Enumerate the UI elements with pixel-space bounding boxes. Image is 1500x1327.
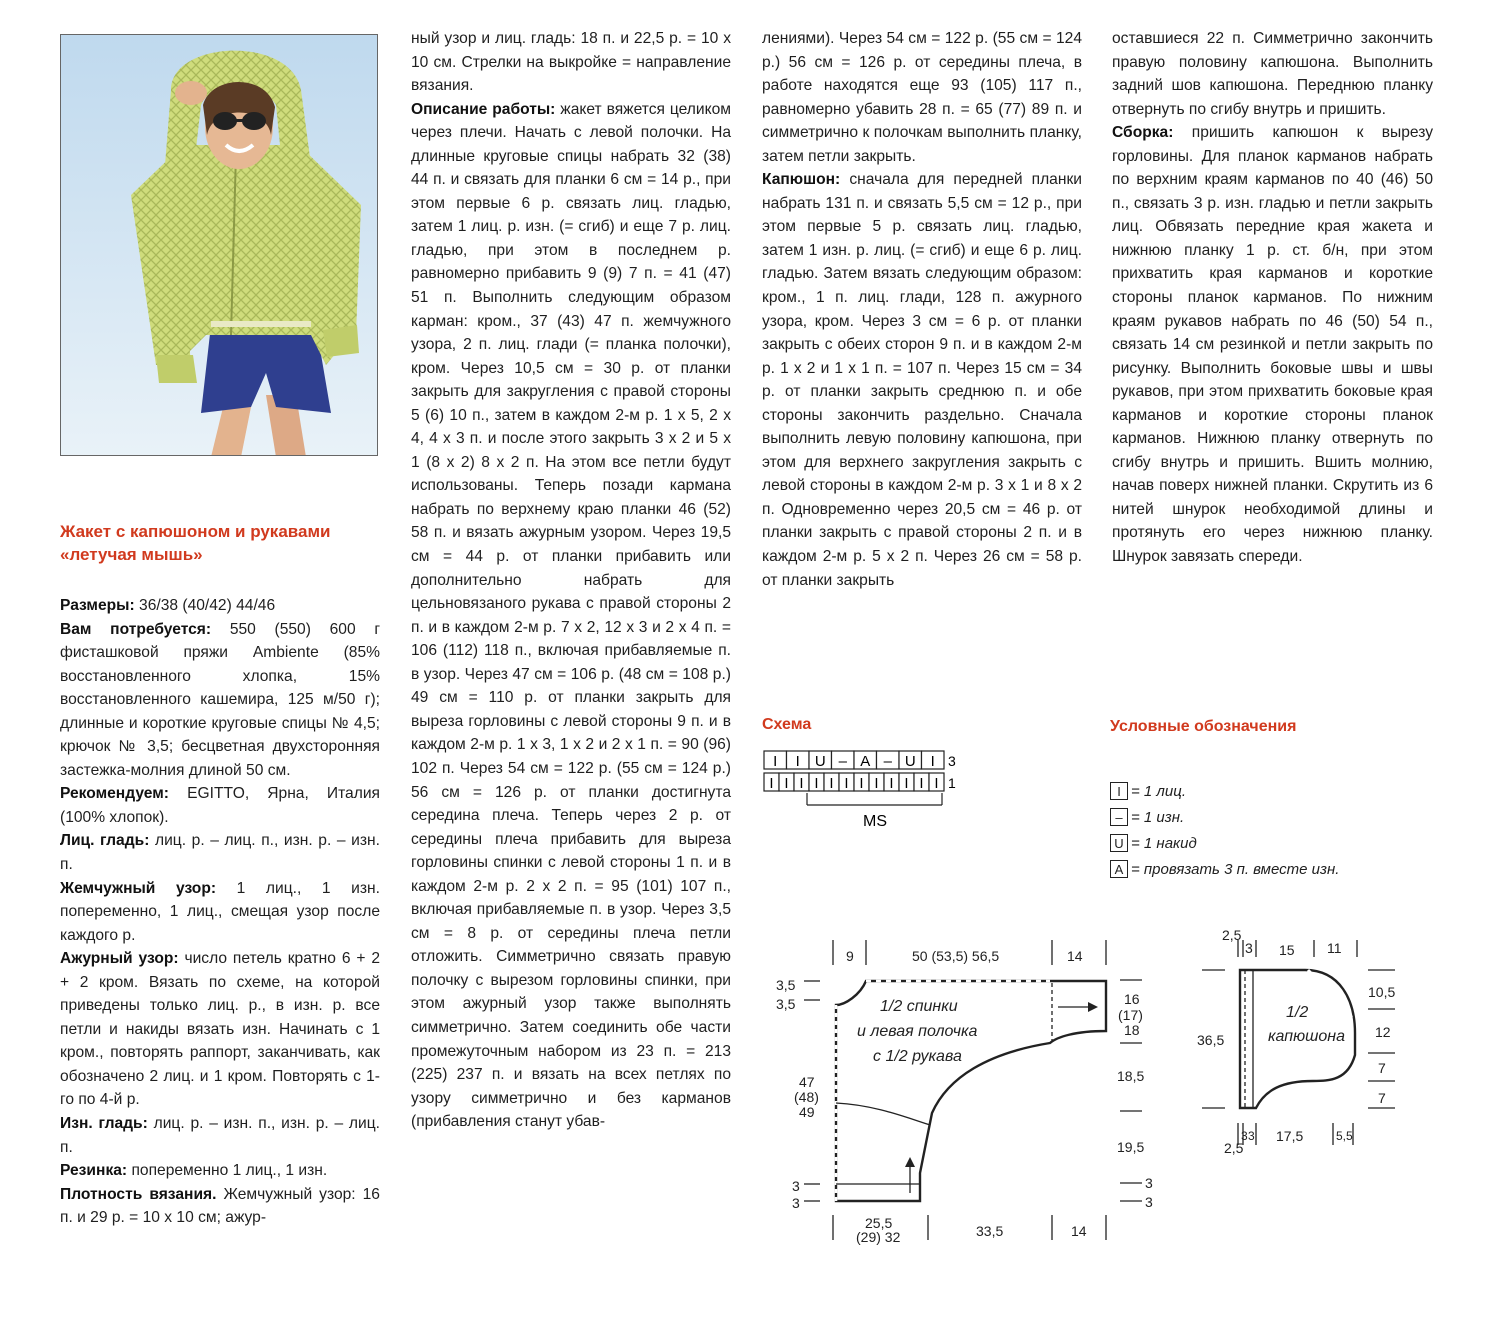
chart-cell-symbol: I — [784, 775, 789, 792]
paragraph-label: Ажурный узор: — [60, 950, 179, 968]
paragraph-label: Изн. гладь: — [60, 1115, 148, 1133]
dim-bottom-14: 14 — [1071, 1223, 1087, 1239]
dim-left-3b: 3 — [792, 1195, 800, 1211]
paragraph — [60, 594, 380, 618]
paragraph-label: Описание работы: — [411, 100, 556, 118]
model-illustration — [61, 35, 378, 456]
hood-dim-bottom-3b: 3 — [1248, 1129, 1255, 1143]
paragraph-label: Капюшон: — [762, 171, 841, 189]
paragraph-text: жакет вяжется целиком через плечи. Начать с левой полочки. На длинные круговые спицы набрать 32 (38) 44 п. и связать для планки 6 см = 14 р., при этом первые 6 р. связать лиц. гладью, затем 1 лиц. р. изн. (= сгиб) и еще 7 р. лиц. гладью, при этом в последнем р. равномерно прибавить 9 (9) 7 п. = 41 (47) 51 п. Выполнить следующим образом карман: кром., 37 (43) 47 п. жемчужного узора, 2 п. лиц. глади (= планка полочки), кром. Через 10,5 см = 30 р. от планки закрыть для закругления с правой стороны 5 (6) 10 п., затем в каждом 2-м р. 1 х 5, 2 х 4, 4 х 3 п. и после этого закрыть 3 х 2 и 5 х 1 (8 х 2) 8 х 2 п. На этом все петли будут использованы. Теперь позади кармана набрать по верхнему краю планки 46 (52) 58 п. и вязать ажурным узором. Через 19,5 см = 44 р. от планки прибавить или дополнительно набрать для цельновязаного рукава с правой стороны 2 п. и в каждом 2-м р. 7 х 2, 12 х 3 и 2 х 4 п. = 106 (112) 118 п., включая прибавляемые п. в узор. Через 47 см = 106 р. (48 см = 108 р.) 49 см = 110 р. от планки закрыть для выреза горловины с левой стороны 9 п. и в каждом 2-м р. 1 х 3, 1 х 2 и 2 х 1 п. = 90 (96) 102 п. Через 54 см = 122 р. (55 см = 124 р.) 56 см = 126 р. от планки достигнута середина плеча. Теперь через 2 р. от середины плеча прибавить для выреза горловины спинки с левой стороны 1 п. и в каждом 2-м р. 2 х 2 п. = 95 (101) 107 п., включая прибавляемые п. в узор. Через 3,5 см = 8 р. от середины плеча петли отложить. Симметрично связать правую полочку с вырезом горловины спинки, при этом ажурный узор также выполнять симметрично. Затем соединить обе части промежуточным набором из 23 п. = 213 (225) 237 п. и вязать на всех петлях по узору симметрично и без карманов (прибавления станут убав- — [411, 100, 731, 1131]
paragraph-text: Жемчужный узор: 16 п. и 29 р. = 10 х 10 см; ажур- — [60, 1185, 380, 1227]
dim-left-35b: 3,5 — [776, 996, 796, 1012]
paragraph-text: EGITTO, Ярна, Италия (100% хлопок). — [60, 785, 380, 826]
paragraph-text: попеременно 1 лиц., 1 изн. — [131, 1162, 328, 1180]
repeat-bracket — [807, 793, 942, 805]
stitch-chart — [760, 745, 980, 835]
chart-cell-symbol: I — [859, 775, 864, 792]
paragraph — [60, 782, 380, 829]
hood-dim-bottom-3a: 3 — [1241, 1129, 1248, 1143]
legend-item — [1110, 856, 1410, 882]
hood-label-line-1: 1/2 — [1286, 1004, 1309, 1021]
paragraph-text: лениями). Через 54 см = 122 р. (55 см = 124 р.) 56 см = 126 р. от середины плеча, в работе находятся еще 93 (105) 117 п., равномерно убавить 28 п. = 65 (77) 89 п. и симметрично к полочкам выполнить планку, затем петли закрыть. — [762, 30, 1082, 165]
chart-cell-symbol: A — [860, 753, 871, 770]
dim-left-h3: 49 — [799, 1104, 815, 1120]
chart-cell-symbol: I — [930, 753, 935, 770]
paragraph — [1112, 27, 1433, 121]
paragraph-text: 550 (550) 600 г фисташковой пряжи Ambiente (85% восстановленного хлопка, 15% восстановленного кашемира, 125 м/50 г); длинные и короткие круговые спицы № 4,5; крючок № 3,5; бесцветная двухсторонняя застежка-молния длиной 50 см. — [60, 620, 381, 779]
dim-right-18: 18 — [1124, 1022, 1140, 1038]
chart-row-label-1: 1 — [948, 775, 956, 791]
chart-cell-symbol: U — [814, 753, 826, 770]
paragraph — [60, 618, 380, 783]
chart-cell-symbol: I — [889, 775, 894, 792]
hood-dim-right-12: 12 — [1375, 1024, 1391, 1040]
paragraph-text: 36/38 (40/42) 44/46 — [139, 597, 276, 614]
chart-row-label-3: 3 — [948, 753, 956, 769]
paragraph — [411, 27, 731, 98]
paragraph-text: пришить капюшон к вырезу горловины. Для планок карманов набрать по верхним краям карманов по 40 (46) 50 п., связать 3 р. изн. гладью и петли закрыть лиц. Обвязать передние края жакета и нижнюю планку 1 р. ст. б/н, при этом прихватить края карманов и короткие стороны планок карманов. По нижним краям рукавов набрать по 46 (50) 54 п., связать 14 см резинкой и петли закрыть по рисунку. Выполнить боковые швы и швы рукавов, при этом прихватить боковые края карманов и короткие стороны планок карманов. Нижнюю планку отвернуть по сгибу внутрь и пришить. Вшить молнию, начав поверх нижней планки. Скрутить из 6 нитей шнурок необходимой длины и протянуть его через нижнюю планку. Шнурок завязать спереди. — [1112, 124, 1433, 566]
paragraph-label: Резинка: — [60, 1162, 128, 1180]
paragraph — [60, 1159, 380, 1183]
dim-left-h2: (48) — [794, 1089, 819, 1105]
legend-item — [1110, 804, 1410, 830]
hood-dim-top-25: 2,5 — [1222, 927, 1242, 943]
purl-symbol-icon: – — [1110, 808, 1128, 826]
dim-right-17: (17) — [1118, 1007, 1143, 1023]
paragraph-text: лиц. р. – изн. п., изн. р. – лиц. п. — [60, 1115, 380, 1156]
knit-symbol-icon: I — [1110, 782, 1128, 800]
paragraph-label: Рекомендуем: — [60, 785, 169, 803]
paragraph-text: 1 лиц., 1 изн. попеременно, 1 лиц., смещая узор после каждого р. — [60, 879, 380, 944]
chart-cell-symbol: – — [883, 753, 892, 770]
dim-top-9: 9 — [846, 948, 854, 964]
hood-dim-top-11: 11 — [1327, 940, 1342, 956]
text-column-2 — [411, 27, 731, 1134]
dim-left-35a: 3,5 — [776, 977, 796, 993]
dim-right-195: 19,5 — [1117, 1139, 1145, 1155]
paragraph-label: Вам потребуется: — [60, 620, 212, 638]
chart-cell-symbol: I — [874, 775, 879, 792]
legend-text: = 1 накид — [1131, 834, 1197, 852]
dim-bottom-1: 25,5 — [865, 1215, 893, 1231]
body-label-line-3: с 1/2 рукава — [873, 1048, 962, 1065]
dim-right-3b: 3 — [1145, 1194, 1153, 1210]
chart-cell-symbol: I — [919, 775, 924, 792]
chart-cell-symbol: U — [904, 753, 916, 770]
paragraph-label: Жемчужный узор: — [60, 879, 217, 897]
paragraph — [411, 98, 731, 1134]
legend-text: = 1 лиц. — [1131, 782, 1186, 800]
paragraph — [60, 877, 380, 948]
chart-cell-symbol: I — [814, 775, 819, 792]
paragraph-text: оставшиеся 22 п. Симметрично закончить правую половину капюшона. Выполнить задний шов капюшона. Переднюю планку отвернуть по сгибу внутрь и пришить. — [1112, 30, 1433, 118]
article-title: Жакет с капюшоном и рукавами «летучая мышь» — [60, 522, 331, 564]
paragraph-text: ный узор и лиц. гладь: 18 п. и 22,5 р. = 10 х 10 см. Стрелки на выкройке = направление вязания. — [411, 30, 731, 95]
paragraph-label: Размеры: — [60, 597, 135, 614]
chart-cell-symbol: I — [844, 775, 849, 792]
dim-right-16: 16 — [1124, 991, 1140, 1007]
yarn-over-symbol-icon: U — [1110, 834, 1128, 852]
chart-row-1 — [764, 773, 944, 792]
legend-heading: Условные обозначения — [1110, 718, 1297, 735]
body-label-line-2: и левая полочка — [857, 1023, 978, 1040]
dim-right-3a: 3 — [1145, 1175, 1153, 1191]
chart-cell-symbol: – — [838, 753, 847, 770]
legend-item — [1110, 778, 1410, 804]
paragraph-text: сначала для передней планки набрать 131 п. и связать 5,5 см = 12 р., при этом первые 5 р. связать лиц. гладью, затем 1 изн. р. лиц. (= сгиб) и еще 6 р. лиц. гладью. Затем вязать следующим образом: кром., 1 п. лиц. глади, 128 п. ажурного узора, кром. Через 3 см = 6 р. от планки закрыть с обеих сторон 9 п. и в каждом 2-м р. 1 х 2 и 1 х 1 п. = 107 п. Через 15 см = 34 р. от планки закрыть среднюю п. и обе стороны закончить раздельно. Сначала выполнить левую половину капюшона, при этом для верхнего закругления закрыть с левой стороны в каждом 2-м р. 3 х 1 и 8 х 2 п. Одновременно через 20,5 см = 46 р. от планки закрыть с правой стороны 2 п. и в каждом 2-м р. 5 х 2 п. Через 26 см = 58 р. от планки закрыть — [762, 171, 1082, 589]
dim-bottom-2: (29) 32 — [856, 1229, 901, 1245]
text-column-4 — [1112, 27, 1433, 569]
chart-cell-symbol: I — [934, 775, 939, 792]
chart-cell-symbol: I — [799, 775, 804, 792]
paragraph-label: Лиц. гладь: — [60, 832, 150, 850]
dim-left-3a: 3 — [792, 1178, 800, 1194]
hood-dim-top-3: 3 — [1245, 940, 1253, 956]
hood-dim-bottom-55: 5,5 — [1336, 1129, 1353, 1143]
chart-cell-symbol: I — [769, 775, 774, 792]
chart-cell-symbol: I — [904, 775, 909, 792]
chart-cell-symbol: I — [795, 753, 800, 770]
paragraph-text: число петель кратно 6 + 2 + 2 кром. Вязать по схеме, на которой приведены только лиц. р., в изн. р. все петли и накиды вязать изн. Начинать с 1 кром., повторять раппорт, заканчивать, как обозначено 2 лиц. и 1 кром. Повторять с 1-го по 4-й р. — [60, 950, 380, 1109]
paragraph — [60, 1112, 380, 1159]
body-outline — [836, 981, 1106, 1201]
chart-cell-symbol: I — [773, 753, 778, 770]
hood-dim-right-7a: 7 — [1378, 1060, 1386, 1076]
paragraph — [1112, 121, 1433, 568]
paragraph — [762, 27, 1082, 168]
model-photo — [60, 34, 378, 456]
dim-right-185: 18,5 — [1117, 1068, 1145, 1084]
body-label-line-1: 1/2 спинки — [880, 998, 958, 1015]
hood-label-line-2: капюшона — [1268, 1028, 1345, 1045]
paragraph-text: лиц. р. – лиц. п., изн. р. – изн. п. — [60, 832, 380, 874]
dim-top-14: 14 — [1067, 948, 1083, 964]
paragraph — [762, 168, 1082, 592]
legend-text: = 1 изн. — [1131, 808, 1185, 826]
dim-left-h1: 47 — [799, 1074, 815, 1090]
hood-dim-bottom-25: 2,5 — [1224, 1140, 1244, 1155]
hood-dim-right-7b: 7 — [1378, 1090, 1386, 1106]
hood-pattern-diagram — [1190, 925, 1410, 1155]
hood-dim-top-15: 15 — [1279, 942, 1295, 958]
paragraph — [60, 829, 380, 876]
paragraph-label: Плотность вязания. — [60, 1185, 217, 1203]
text-column-1 — [60, 594, 380, 1230]
text-column-3 — [762, 27, 1082, 592]
dim-bottom-335: 33,5 — [976, 1223, 1004, 1239]
legend-item — [1110, 830, 1410, 856]
purl-3-together-symbol-icon: A — [1110, 860, 1128, 878]
hood-dim-left-365: 36,5 — [1197, 1032, 1225, 1048]
paragraph — [60, 1183, 380, 1230]
paragraph-label: Сборка: — [1112, 124, 1174, 142]
chart-row-3 — [764, 751, 944, 770]
paragraph — [60, 947, 380, 1112]
body-pattern-diagram — [770, 935, 1170, 1255]
legend-text: = провязать 3 п. вместе изн. — [1131, 860, 1340, 878]
hood-dim-bottom-175: 17,5 — [1276, 1128, 1304, 1144]
dim-top-width: 50 (53,5) 56,5 — [912, 948, 1000, 964]
scheme-heading: Схема — [762, 716, 812, 733]
legend — [1110, 778, 1410, 882]
chart-cell-symbol: I — [829, 775, 834, 792]
repeat-label: MS — [863, 813, 887, 830]
hood-dim-right-105: 10,5 — [1368, 984, 1396, 1000]
